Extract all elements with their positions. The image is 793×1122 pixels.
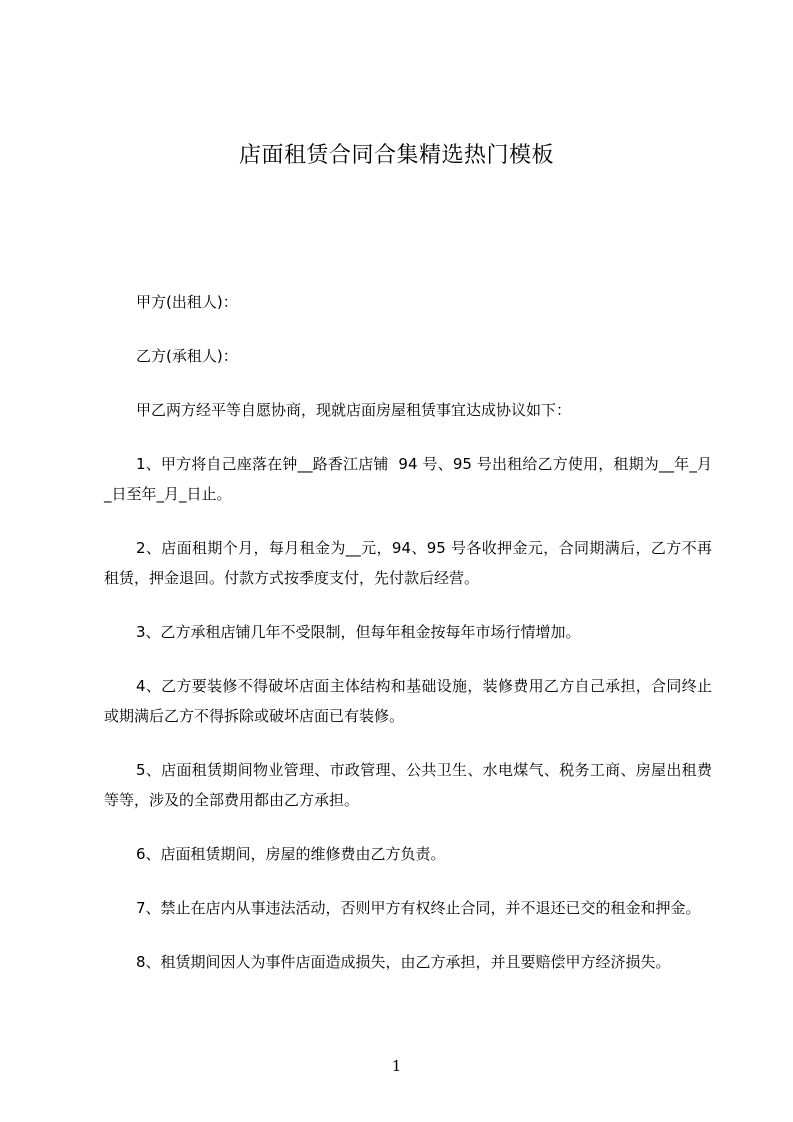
party-b-line: 乙方(承租人)：: [136, 347, 238, 365]
party-a-line: 甲方(出租人)：: [136, 293, 238, 311]
document-title: 店面租赁合同合集精选热门模板: [238, 143, 554, 168]
clause-1: 1、甲方将自己座落在钟__路香江店铺 94 号、95 号出租给乙方使用，租期为__年_月_日至年_月_日止。: [104, 455, 712, 503]
clause-7: 7、禁止在店内从事违法活动，否则甲方有权终止合同，并不退还已交的租金和押金。: [136, 899, 701, 917]
clause-6: 6、店面租赁期间，房屋的维修费由乙方负责。: [136, 845, 446, 863]
clause-5: 5、店面租赁期间物业管理、市政管理、公共卫生、水电煤气、税务工商、房屋出租费等等，涉及的全部费用都由乙方承担。: [104, 761, 712, 809]
agreement-intro: 甲乙两方经平等自愿协商，现就店面房屋租赁事宜达成协议如下：: [136, 401, 572, 419]
page-number: 1: [391, 1057, 402, 1075]
clause-2: 2、店面租期个月，每月租金为__元，94、95 号各收押金元，合同期满后，乙方不再租赁，押金退回。付款方式按季度支付，先付款后经营。: [104, 539, 712, 587]
document-body: [104, 287, 712, 1001]
clause-8: 8、租赁期间因人为事件店面造成损失，由乙方承担，并且要赔偿甲方经济损失。: [136, 953, 671, 971]
clause-4: 4、乙方要装修不得破坏店面主体结构和基础设施，装修费用乙方自己承担，合同终止或期满后乙方不得拆除或破坏店面已有装修。: [104, 677, 712, 725]
clause-3: 3、乙方承租店铺几年不受限制，但每年租金按每年市场行情增加。: [136, 623, 581, 641]
